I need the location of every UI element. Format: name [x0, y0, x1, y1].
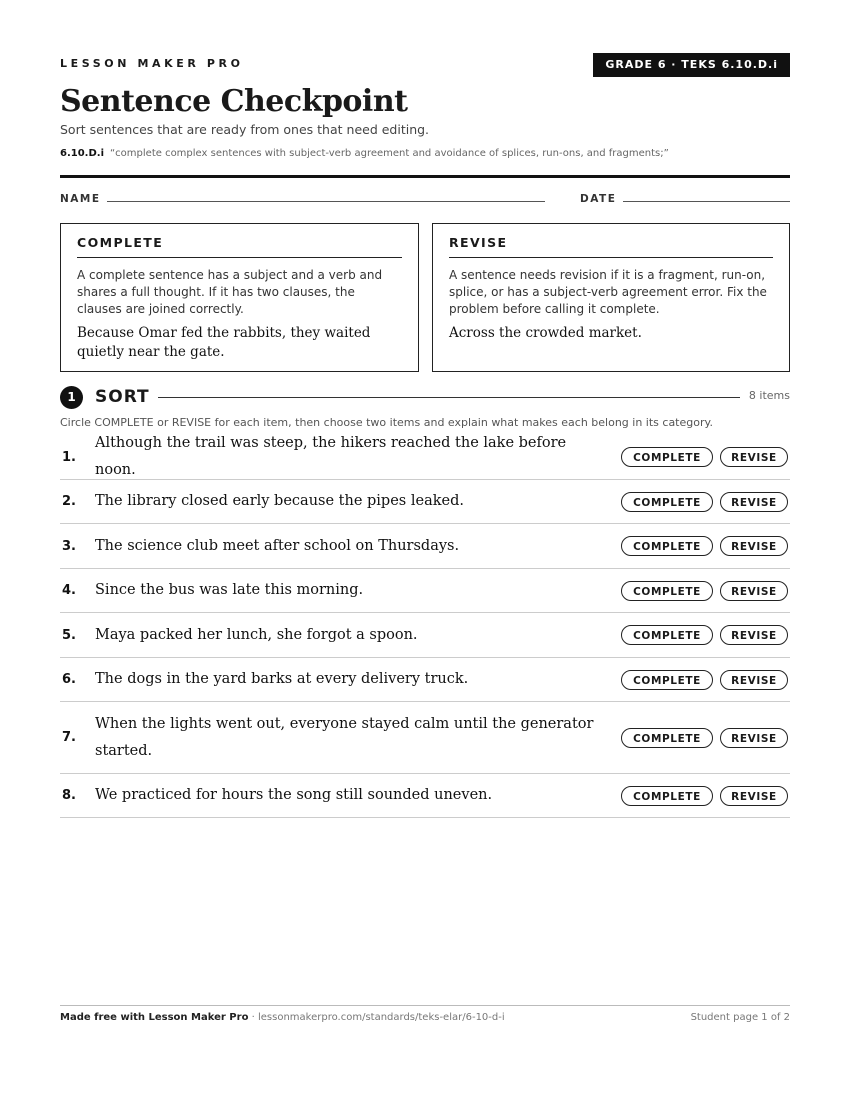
standard-code: 6.10.D.i: [60, 148, 104, 159]
item-sentence: The dogs in the yard barks at every delivery truck.: [95, 671, 469, 687]
choice-group: [621, 447, 790, 467]
revise-choice[interactable]: REVISE: [720, 786, 788, 806]
page-title: Sentence Checkpoint: [60, 84, 408, 119]
revise-card-example: Across the crowded market.: [449, 325, 642, 341]
item-number: 4.: [62, 583, 76, 598]
name-field[interactable]: [107, 201, 545, 202]
choice-group: [621, 786, 790, 806]
revise-choice[interactable]: REVISE: [720, 625, 788, 645]
revise-choice[interactable]: REVISE: [720, 492, 788, 512]
item-sentence: Although the trail was steep, the hikers reached the lake before noon.: [95, 435, 567, 478]
sort-item-list: [60, 435, 790, 818]
choice-group: [621, 728, 790, 748]
item-count: 8 items: [748, 389, 790, 402]
item-sentence: The library closed early because the pipes leaked.: [95, 493, 464, 509]
choice-group: [621, 670, 790, 690]
complete-card-example: Because Omar fed the rabbits, they waited quietly near the gate.: [77, 325, 371, 360]
sort-item: [60, 702, 790, 774]
choice-group: [621, 536, 790, 556]
item-number: 6.: [62, 672, 76, 687]
page-subtitle: Sort sentences that are ready from ones that need editing.: [60, 122, 430, 137]
item-sentence: Since the bus was late this morning.: [95, 582, 364, 598]
complete-choice[interactable]: COMPLETE: [621, 786, 713, 806]
page-indicator: Student page 1 of 2: [690, 1012, 790, 1023]
standard-text: “complete complex sentences with subject-verb agreement and avoidance of splices, run-ons, and fragments;”: [110, 148, 669, 159]
brand-name: LESSON MAKER PRO: [60, 57, 244, 70]
item-number: 3.: [62, 538, 76, 554]
name-label: NAME: [60, 193, 101, 205]
header-divider: [60, 175, 790, 178]
item-number: 7.: [62, 730, 76, 745]
date-field[interactable]: [623, 201, 790, 202]
choice-group: [621, 625, 790, 645]
worksheet-page: [60, 0, 790, 1100]
sort-item: [60, 524, 790, 569]
item-sentence: Maya packed her lunch, she forgot a spoon.: [95, 626, 418, 643]
revise-choice[interactable]: REVISE: [720, 728, 788, 748]
section-number-badge: 1: [60, 386, 83, 409]
complete-choice[interactable]: COMPLETE: [621, 728, 713, 748]
complete-card: [60, 223, 419, 372]
complete-card-definition: A complete sentence has a subject and a verb and shares a full thought. If it has two clauses, the clauses are joined correctly.: [77, 268, 383, 316]
revise-choice[interactable]: REVISE: [720, 447, 788, 467]
revise-card-definition: A sentence needs revision if it is a fragment, run-on, splice, or has a subject-verb agreement error. Fix the problem before calling it complete.: [449, 268, 767, 316]
complete-choice[interactable]: COMPLETE: [621, 670, 713, 690]
complete-choice[interactable]: COMPLETE: [621, 625, 713, 645]
footer-url[interactable]: · lessonmakerpro.com/standards/teks-elar/6-10-d-i: [251, 1012, 505, 1023]
footer-credit: [60, 1012, 505, 1023]
revise-choice[interactable]: REVISE: [720, 581, 788, 601]
sort-item: [60, 658, 790, 702]
sort-item: [60, 774, 790, 818]
item-number: 2.: [62, 494, 76, 509]
sort-item: [60, 480, 790, 524]
section-rule: [158, 397, 740, 398]
footer-made-with: Made free with Lesson Maker Pro: [60, 1012, 249, 1023]
choice-group: [621, 581, 790, 601]
choice-group: [621, 492, 790, 512]
complete-choice[interactable]: COMPLETE: [621, 492, 713, 512]
sort-item: [60, 613, 790, 658]
item-number: 1.: [62, 449, 76, 465]
sort-instructions: Circle COMPLETE or REVISE for each item, then choose two items and explain what makes each belong in its category.: [60, 416, 713, 429]
complete-card-heading: COMPLETE: [77, 235, 402, 258]
item-sentence: We practiced for hours the song still sounded uneven.: [95, 787, 493, 803]
date-label: DATE: [580, 193, 617, 205]
revise-choice[interactable]: REVISE: [720, 536, 788, 556]
footer-divider: [60, 1005, 790, 1006]
item-number: 8.: [62, 788, 76, 803]
item-number: 5.: [62, 627, 76, 643]
complete-choice[interactable]: COMPLETE: [621, 536, 713, 556]
complete-choice[interactable]: COMPLETE: [621, 581, 713, 601]
revise-card: [432, 223, 790, 372]
standard-line: [60, 148, 669, 159]
sort-section-header: [60, 385, 790, 409]
revise-card-heading: REVISE: [449, 235, 773, 258]
revise-choice[interactable]: REVISE: [720, 670, 788, 690]
name-date-row: [60, 191, 790, 207]
grade-badge: GRADE 6 · TEKS 6.10.D.i: [593, 53, 790, 77]
complete-choice[interactable]: COMPLETE: [621, 447, 713, 467]
sort-item: [60, 569, 790, 613]
item-sentence: When the lights went out, everyone stayed calm until the generator started.: [95, 715, 594, 759]
sort-item: [60, 435, 790, 480]
item-sentence: The science club meet after school on Thursdays.: [95, 537, 460, 554]
sort-section-title: SORT: [95, 387, 150, 407]
